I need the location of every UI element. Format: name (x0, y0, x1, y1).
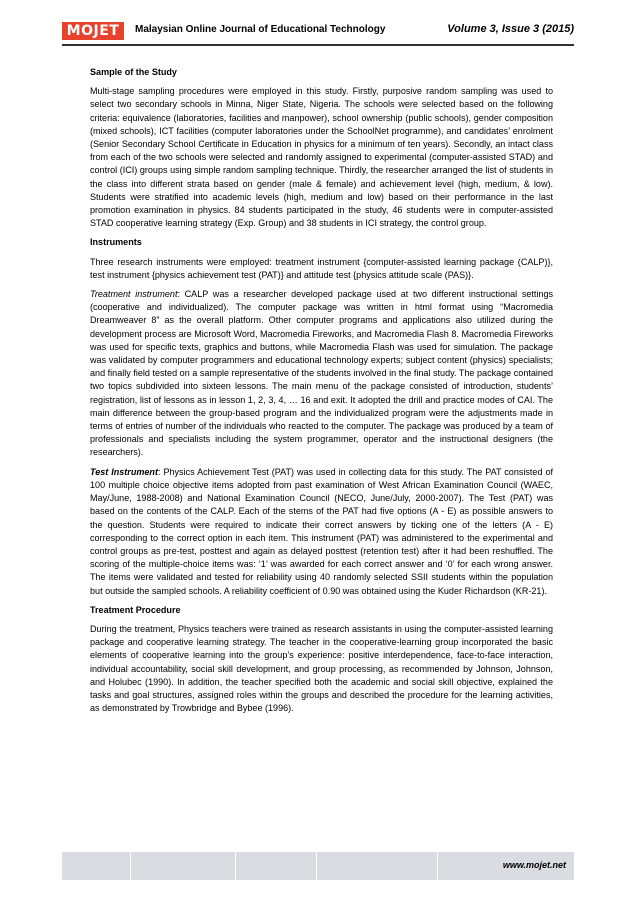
header-rule (62, 44, 574, 46)
test-instrument-label: Test Instrument (90, 466, 158, 477)
page-header (62, 20, 574, 44)
footer-cell (236, 852, 317, 880)
footer-cell (317, 852, 438, 880)
volume-issue: Volume 3, Issue 3 (2015) (447, 23, 574, 35)
footer-cell (62, 852, 131, 880)
procedure-paragraph: During the treatment, Physics teachers were trained as research assistants in using the computer-assisted learning package and cooperative learning strategy. The teacher in the cooperative-learning group incorporated the basic elements of cooperative learning into the group’s experience: positive interdependence, face-to-face interaction, individual accountability, social skill development, and group processing, as recommended by Johnson, Johnson, and Holubec (1990). In addition, the teacher specified both the academic and social skill objective, explained the tasks and goal structures, assigned roles within the groups and described the procedure for the learning activities, as demonstrated by Trowbridge and Bybee (1996). (90, 623, 553, 714)
treatment-instrument-label: Treatment instrument (90, 289, 178, 300)
journal-logo: MOJET (62, 22, 124, 40)
test-instrument-paragraph (90, 466, 553, 598)
journal-title: Malaysian Online Journal of Educational Technology (135, 24, 386, 35)
treatment-instrument-paragraph (90, 288, 553, 460)
footer-cell (131, 852, 236, 880)
sample-heading: Sample of the Study (90, 67, 177, 77)
test-instrument-text: : Physics Achievement Test (PAT) was used in collecting data for this study. The PAT consisted of 100 multiple choice objective items adopted from past examination of West African Examination Council (WAEC, May/June, 1988-2008) and National Examination Council (NECO, June/July, 2000-2007). The Test (PAT) was based on the contents of the CALP. Each of the stems of the PAT had five options (A - E) as possible answers to the question. Students were required to indicate their correct answers by ticking one of the letters (A - E) corresponding to the correct option in each item. This instrument (PAT) was administered to the experimental and control groups as pre-test, posttest and again as delayed posttest (retention test) after it had been reshuffled. The scoring of the multiple-choice items was: ‘1’ was awarded for each correct answer and ‘0’ for each wrong answer. The items were validated and tested for reliability using 40 randomly selected SSII students within the population but outside the sampled schools. A reliability coefficient of 0.90 was obtained using the Kuder Richardson (KR-21). (90, 466, 553, 596)
article-body (90, 66, 553, 721)
procedure-heading: Treatment Procedure (90, 604, 181, 615)
journal-website-link[interactable]: www.mojet.net (502, 860, 566, 870)
treatment-instrument-text: : CALP was a researcher developed package used at two different instructional settings (cooperative and individualized). The computer package was written in html format using “Macromedia Dreamweaver 8” as the overall platform. Other computer programs and applications also utilized during the development process are Microsoft Word, Macromedia Fireworks, and Macromedia Flash 8. Macromedia Fireworks was used for specific texts, graphics and buttons, while Macromedia Flash was used for simulation. The package was validated by computer programmers and educational technology experts; subject content (physics) specialists; and finally field tested on a sample representative of the students involved in the final study. The package contained two topics subdivided into sixteen lessons. The main menu of the package consisted of introduction, students’ registration, list of lessons as in lesson 1, 2, 3, 4, … 16 and exit. It adopted the drill and practice modes of CAI. The main difference between the group-based program and the individualized program were the adjustments made in terms of entries of number of the individuals who reacted to the computer. The package was produced by a team of professionals and specialists including the system programmer, operator and the instructional designers (the researchers). (90, 289, 553, 458)
sample-paragraph: Multi-stage sampling procedures were employed in this study. Firstly, purposive random sampling was used to select two secondary schools in Minna, Niger State, Nigeria. The schools were selected based on the following criteria: equivalence (laboratories, facilities and manpower), school ownership (public schools), gender composition (mixed schools), ICT facilities (computer laboratories under the SchoolNet programme), and candidates’ enrolment (Senior Secondary School Certificate in Education in physics for a minimum of ten years). Secondly, an intact class from each of the two schools were selected and randomly assigned to experimental (computer-assisted STAD) and control (ICI) groups using simple random sampling technique. Thirdly, the researcher arranged the list of students in the class into different strata based on gender (male & female) and achievement level (high, medium, & low). Students were stratified into academic levels (high, medium and low) based on their performance in the last promotion examination in physics. 84 students participated in the study, 46 students were in computer-assisted STAD cooperative learning strategy (Exp. Group) and 38 students in ICI strategy, the control group. (90, 86, 553, 229)
instruments-heading: Instruments (90, 237, 142, 248)
footer-band (62, 852, 574, 880)
instruments-paragraph: Three research instruments were employed: treatment instrument {computer-assisted learning package (CALP)}, test instrument {physics achievement test (PAT)} and attitude test {physics attitude scale (PAS)}. (90, 256, 553, 280)
